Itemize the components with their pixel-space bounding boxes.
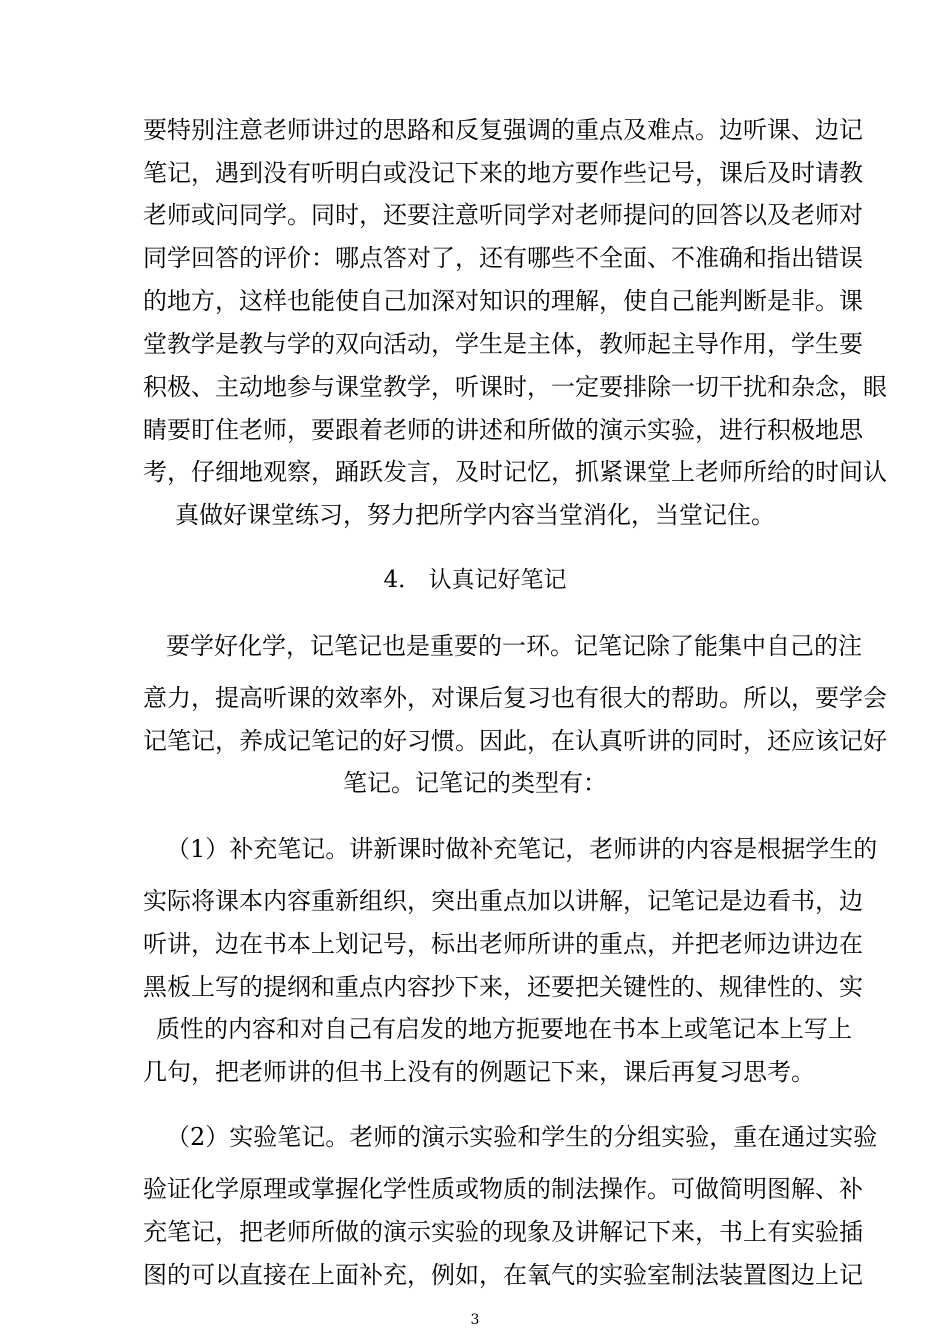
- text-line: 堂教学是教与学的双向活动，学生是主体，教师起主导作用，学生要: [143, 330, 863, 358]
- text-line: 要特别注意老师讲过的思路和反复强调的重点及难点。边听课、边记: [143, 116, 863, 144]
- text-line: 要学好化学，记笔记也是重要的一环。记笔记除了能集中自己的注: [166, 632, 862, 660]
- text-line: （1）补充笔记。讲新课时做补充笔记，老师讲的内容是根据学生的: [166, 835, 878, 863]
- text-line: 睛要盯住老师，要跟着老师的讲述和所做的演示实验，进行积极地思: [143, 416, 863, 444]
- text-line: 充笔记，把老师所做的演示实验的现象及讲解记下来，书上有实验插: [143, 1218, 863, 1246]
- text-line: 积极、主动地参与课堂教学，听课时，一定要排除一切干扰和杂念，眼: [143, 373, 887, 401]
- text-line: 记笔记，养成记笔记的好习惯。因此，在认真听讲的同时，还应该记好: [143, 727, 887, 755]
- text-line: 图的可以直接在上面补充，例如，在氧气的实验室制法装置图边上记: [143, 1261, 863, 1289]
- text-line: 几句，把老师讲的但书上没有的例题记下来，课后再复习思考。: [143, 1058, 815, 1086]
- text-line: 的地方，这样也能使自己加深对知识的理解，使自己能判断是非。课: [143, 287, 863, 315]
- section-heading: 4． 认真记好笔记: [383, 567, 567, 593]
- text-line: 意力，提高听课的效率外，对课后复习也有很大的帮助。所以，要学会: [143, 684, 887, 712]
- page-number: 3: [470, 1312, 480, 1328]
- text-line: 质性的内容和对自己有启发的地方扼要地在书本上或笔记本上写上: [156, 1015, 852, 1043]
- text-line: 笔记。记笔记的类型有：: [343, 769, 607, 797]
- text-line: 同学回答的评价：哪点答对了，还有哪些不全面、不准确和指出错误: [143, 244, 863, 272]
- text-line: 真做好课堂练习，努力把所学内容当堂消化，当堂记住。: [175, 501, 775, 529]
- text-line: 笔记，遇到没有听明白或没记下来的地方要作些记号，课后及时请教: [143, 159, 863, 187]
- text-line: 黑板上写的提纲和重点内容抄下来，还要把关键性的、规律性的、实: [143, 973, 863, 1001]
- text-line: 听讲，边在书本上划记号，标出老师所讲的重点，并把老师边讲边在: [143, 930, 863, 958]
- text-line: 验证化学原理或掌握化学性质或物质的制法操作。可做简明图解、补: [143, 1175, 863, 1203]
- text-line: 老师或问同学。同时，还要注意听同学对老师提问的回答以及老师对: [143, 201, 863, 229]
- text-line: 实际将课本内容重新组织，突出重点加以讲解，记笔记是边看书，边: [143, 887, 863, 915]
- text-line: （2）实验笔记。老师的演示实验和学生的分组实验，重在通过实验: [166, 1123, 878, 1151]
- text-line: 考，仔细地观察，踊跃发言，及时记忆，抓紧课堂上老师所给的时间认: [143, 458, 887, 486]
